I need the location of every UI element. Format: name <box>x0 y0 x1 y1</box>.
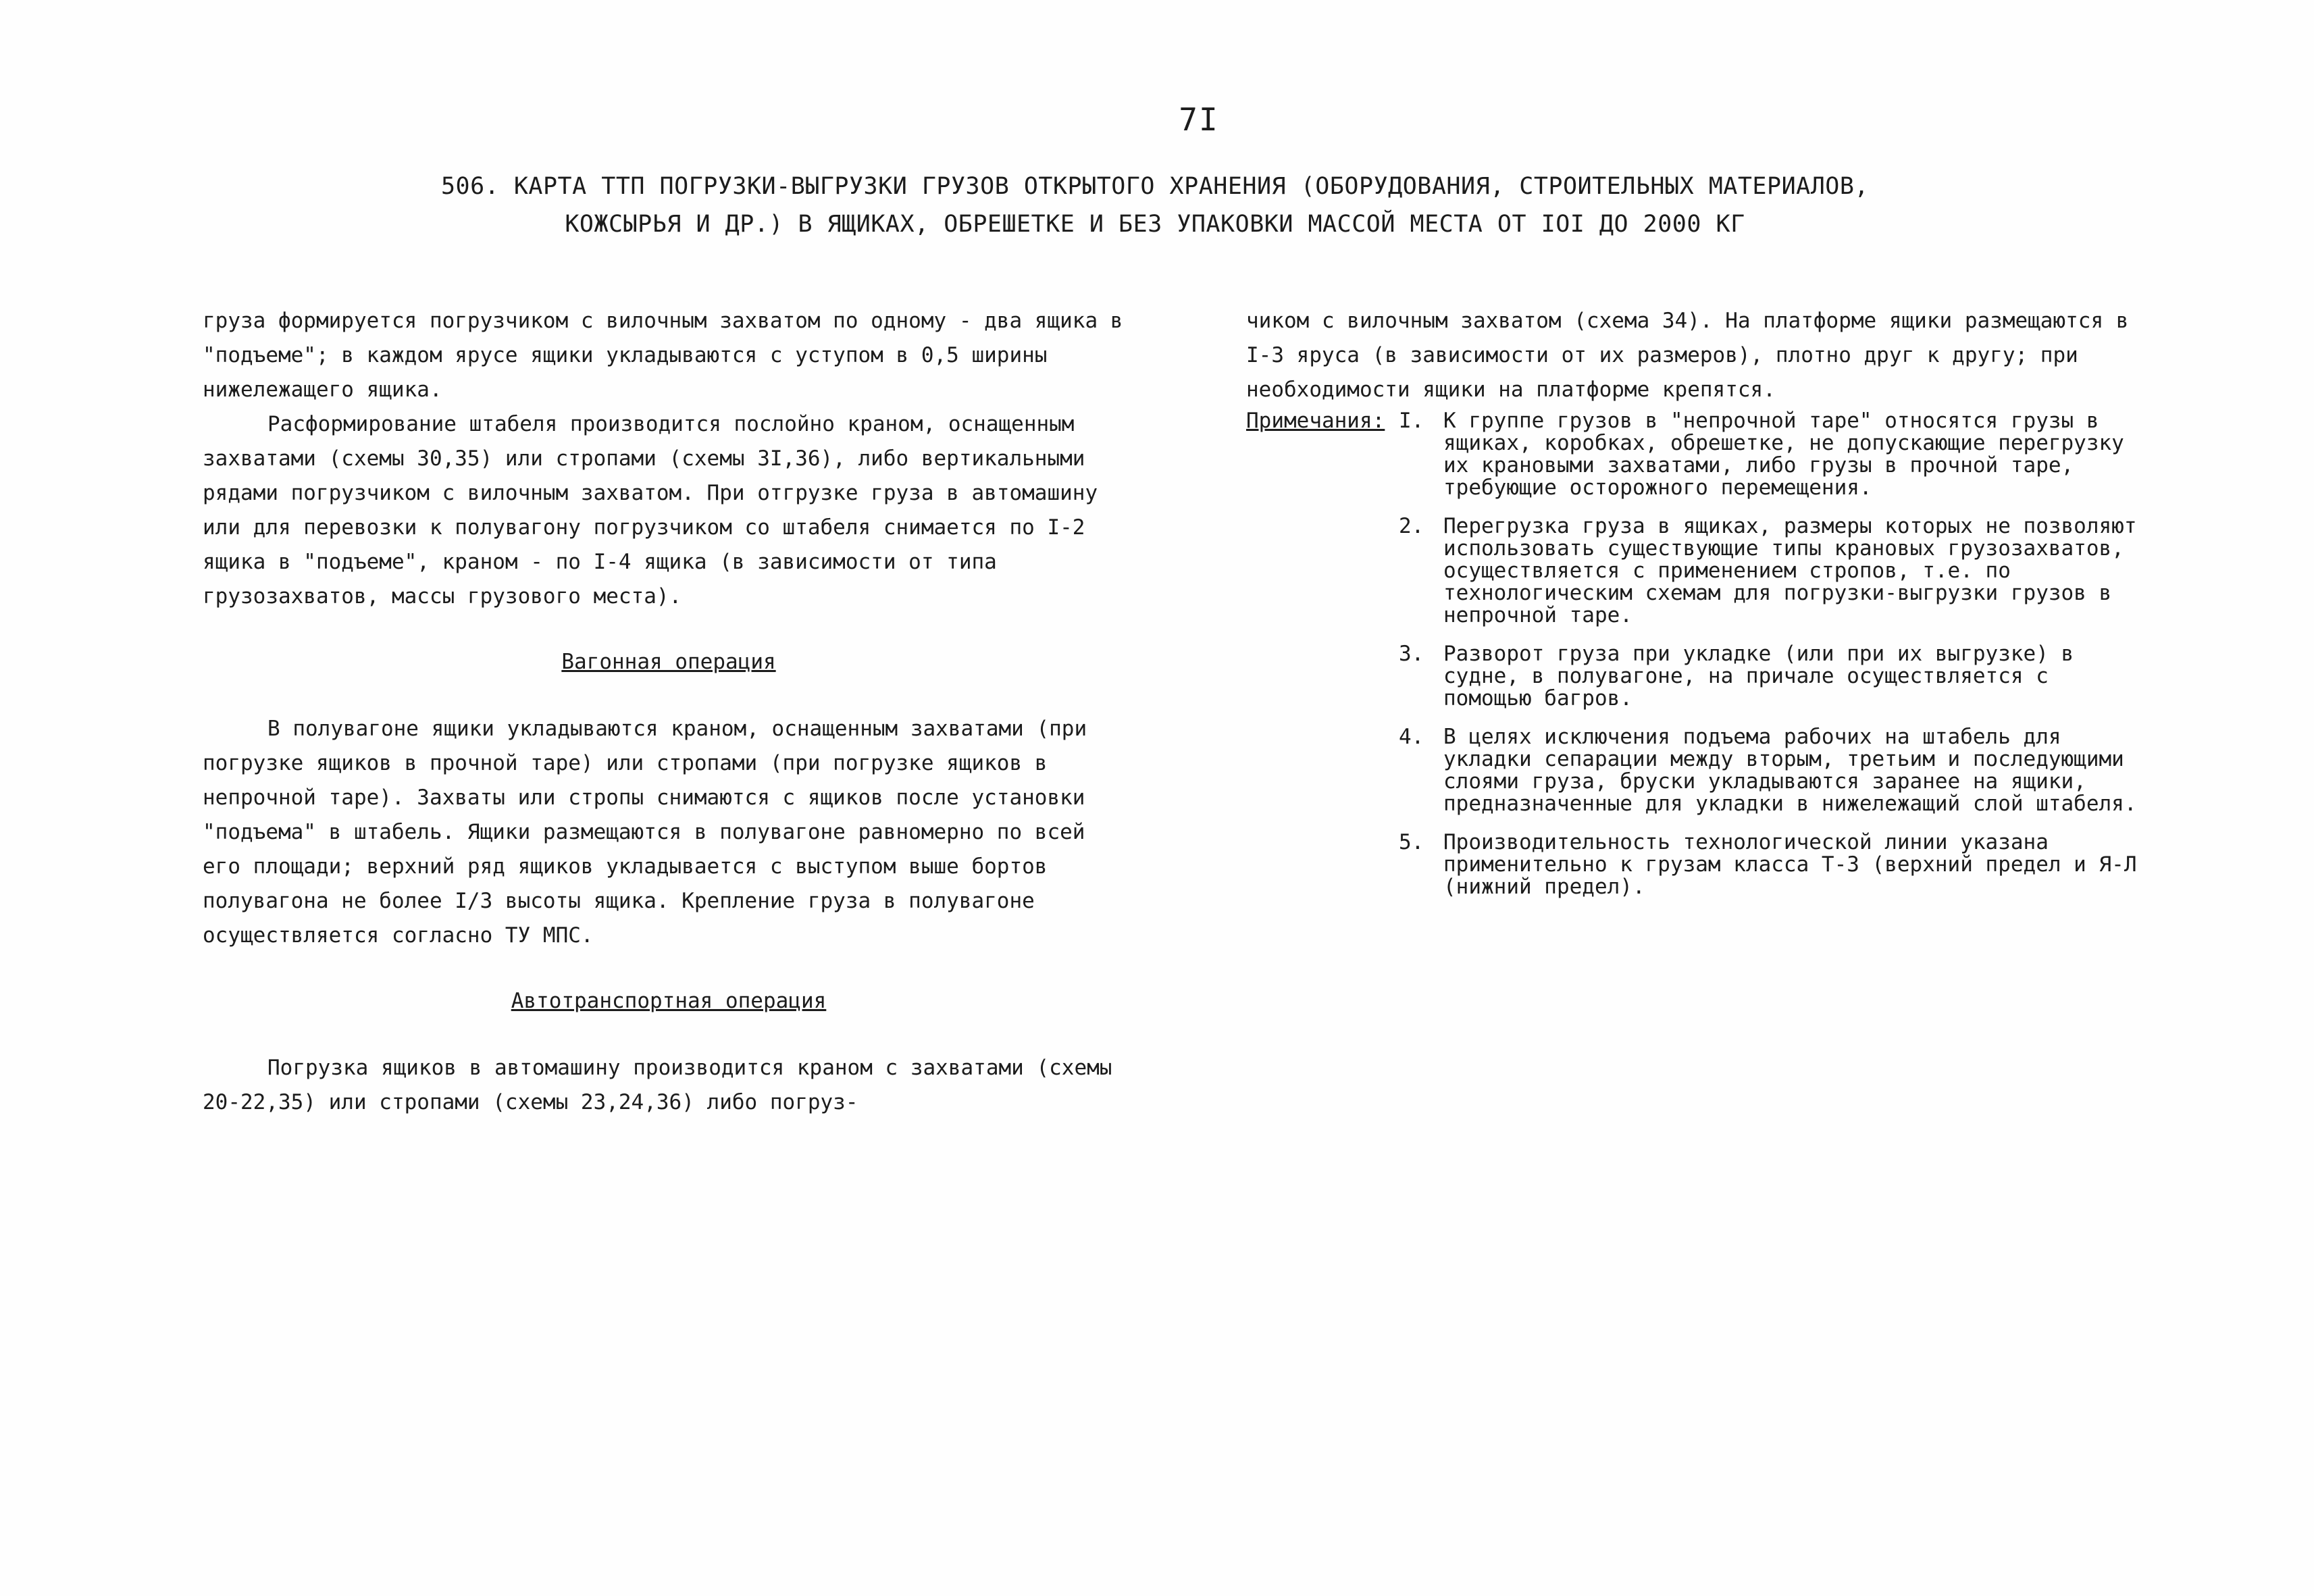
note-body-5: Производительность технологической линии указана применительно к грузам класса Т-3 (верхний предел и Я-Л (нижний предел). <box>1443 830 2137 899</box>
notes-label: Примечания: <box>1246 409 1385 433</box>
notes-row-first <box>1246 410 2138 499</box>
note-text-4 <box>1399 726 2138 815</box>
left-paragraph-2: Расформирование штабеля производится послойно краном, оснащенным захватами (схемы 30,35) или стропами (схемы 3I,36), либо вертикальными рядами погрузчиком с вилочным захватом. При отгрузке груза в автомашину или для перевозки к полувагону погрузчиком со штабеля снимается по I-2 ящика в "подъеме", краном - по I-4 ящика (в зависимости от типа грузозахватов, массы грузового места). <box>203 412 1098 609</box>
document-title <box>378 168 1932 243</box>
note-number-4: 4. <box>1399 725 1424 749</box>
note-item-2 <box>1399 515 2138 627</box>
note-number-3: 3. <box>1399 642 1424 666</box>
note-number-2: 2. <box>1399 514 1424 538</box>
title-line-2: КОЖСЫРЬЯ И ДР.) В ЯЩИКАХ, ОБРЕШЕТКЕ И БЕЗ УПАКОВКИ МАССОЙ МЕСТА ОТ IOI ДО 2000 КГ <box>565 211 1745 238</box>
heading-wagon-operation: Вагонная операция <box>561 650 776 674</box>
note-item-4 <box>1399 726 2138 815</box>
note-number-1: I. <box>1399 409 1424 433</box>
note-number-5: 5. <box>1399 830 1424 854</box>
right-column <box>1246 304 2138 915</box>
page-number: 7I <box>1179 101 1219 138</box>
note-body-1: К группе грузов в "непрочной таре" относятся грузы в ящиках, коробках, обрешетке, не допускающие перегрузку их крановыми захватами, либо грузы в прочной таре, требующие осторожного перемещения. <box>1443 409 2124 500</box>
right-paragraph-1: чиком с вилочным захватом (схема 34). На платформе ящики размещаются в I-3 яруса (в зависимости от их размеров), плотно друг к другу; при необходимости ящики на платформе крепятся. <box>1246 309 2129 402</box>
note-text-1 <box>1399 410 2138 499</box>
note-item-5 <box>1399 831 2138 898</box>
note-text-3 <box>1399 643 2138 710</box>
left-paragraph-3: В полувагоне ящики укладываются краном, оснащенным захватами (при погрузке ящиков в прочной таре) или стропами (при погрузке ящиков в непрочной таре). Захваты или стропы снимаются с ящиков после установки "подъема" в штабель. Ящики размещаются в полувагоне равномерно по всей его площади; верхний ряд ящиков укладывается с выступом выше бортов полувагона не более I/3 высоты ящика. Крепление груза в полувагоне осуществляется согласно ТУ МПС. <box>203 717 1087 948</box>
note-item-3 <box>1399 643 2138 710</box>
note-item-1 <box>1399 410 2138 499</box>
note-body-3: Разворот груза при укладке (или при их выгрузке) в судне, в полувагоне, на причале осуществляется с помощью багров. <box>1443 642 2074 711</box>
title-line-1: 506. КАРТА ТТП ПОГРУЗКИ-ВЫГРУЗКИ ГРУЗОВ ОТКРЫТОГО ХРАНЕНИЯ (ОБОРУДОВАНИЯ, СТРОИТЕЛЬНЫХ МАТЕРИАЛОВ, <box>440 173 1870 200</box>
left-paragraph-1: груза формируется погрузчиком с вилочным захватом по одному - два ящика в "подъеме"; в каждом ярусе ящики укладываются с уступом в 0,5 ширины нижележащего ящика. <box>203 309 1123 402</box>
note-body-2: Перегрузка груза в ящиках, размеры которых не позволяют использовать существующие типы крановых грузозахватов, осуществляется с применением стропов, т.е. по технологическим схемам для погрузки-выгрузки грузов в непрочной таре. <box>1443 514 2137 627</box>
notes-block <box>1246 410 2138 898</box>
note-text-5 <box>1399 831 2138 898</box>
left-paragraph-4: Погрузка ящиков в автомашину производится краном с захватами (схемы 20-22,35) или стропами (схемы 23,24,36) либо погруз- <box>203 1056 1112 1114</box>
heading-auto-operation: Автотранспортная операция <box>511 989 827 1013</box>
note-text-2 <box>1399 515 2138 627</box>
left-column <box>203 304 1135 1120</box>
note-body-4: В целях исключения подъема рабочих на штабель для укладки сепарации между вторым, третьим и последующими слоями груза, бруски укладываются заранее на ящики, предназначенные для укладки в нижележащий слой штабеля. <box>1443 725 2137 816</box>
